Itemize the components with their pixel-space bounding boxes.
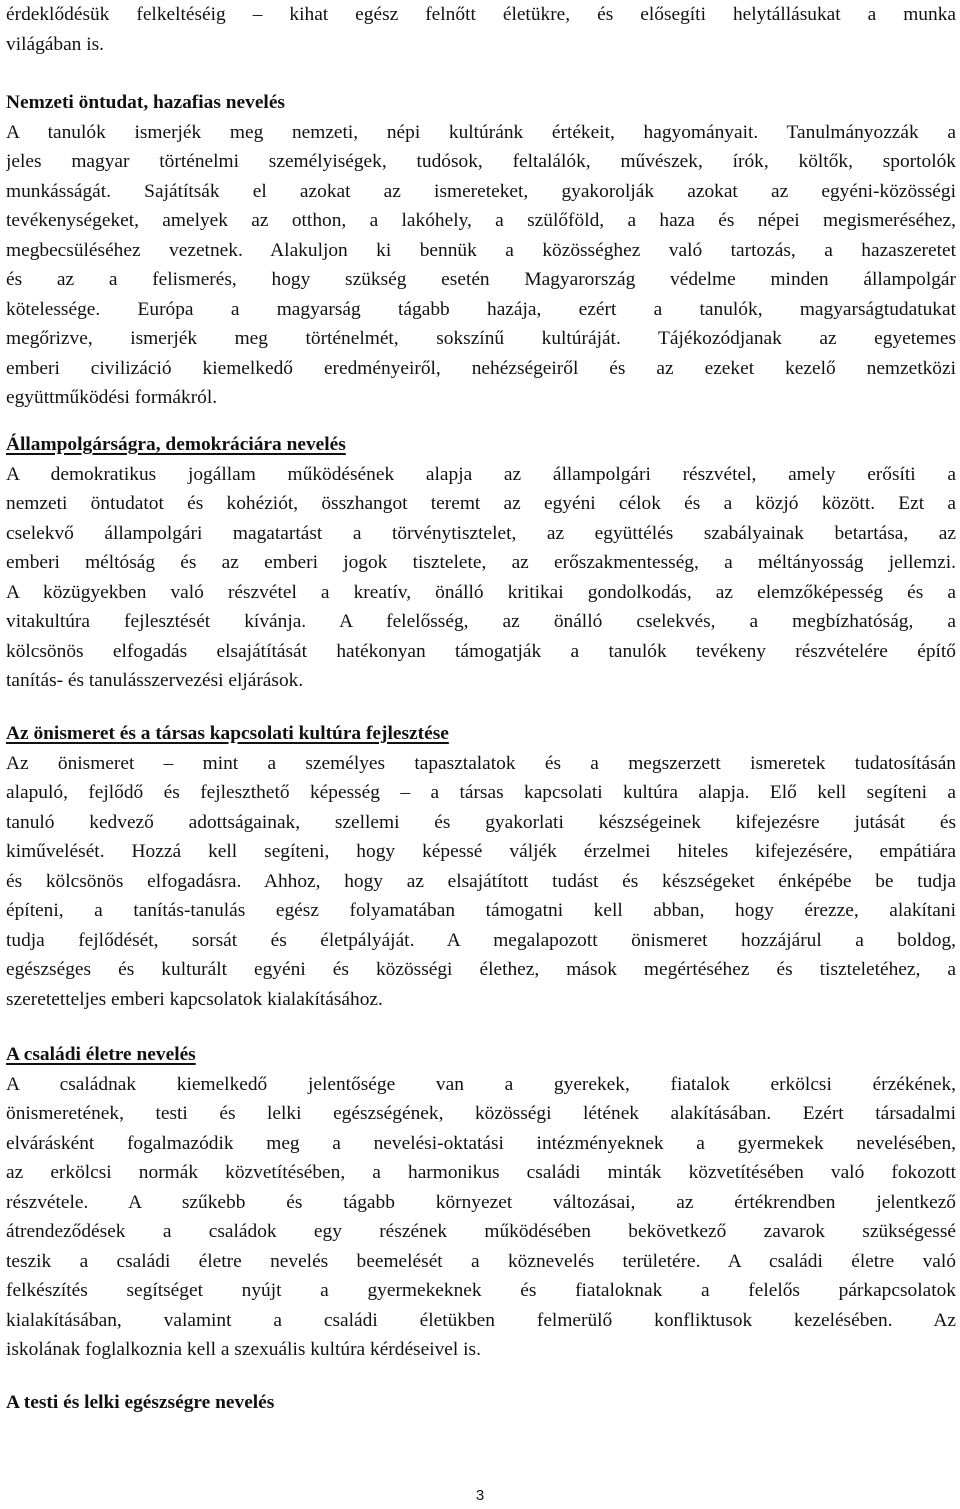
section-heading: A családi életre nevelés (6, 1044, 196, 1065)
section-citizenship (6, 430, 956, 696)
paragraph-line: nemzeti öntudatot és kohéziót, összhangot teremt az egyéni célok és a közjó között. Ezt a (6, 493, 956, 514)
paragraph-line: és az a felismerés, hogy szükség esetén Magyarország védelme minden állampolgár (6, 269, 956, 290)
paragraph-line: iskolának foglalkoznia kell a szexuális kultúra kérdéseivel is. (6, 1339, 481, 1360)
paragraph-line: tudja fejlődését, sorsát és életpályáját. A megalapozott önismeret hozzájárul a boldog, (6, 929, 956, 951)
section-heading: Az önismeret és a társas kapcsolati kultúra fejlesztése (6, 723, 449, 744)
paragraph-line: tanuló kedvező adottságainak, szellemi és gyakorlati készségeinek kifejezésre jutását és (6, 811, 956, 833)
paragraph-line: kiművelését. Hozzá kell segíteni, hogy képessé váljék érzelmei hiteles kifejezésére, empátiára (6, 841, 956, 862)
section-self-knowledge (6, 719, 956, 1014)
paragraph-line: kötelessége. Európa a magyarság tágabb hazája, ezért a tanulók, magyarságtudatukat (6, 298, 956, 320)
paragraph-line: megbecsüléséhez vezetnek. Alakuljon ki bennük a közösséghez való tartozás, a hazaszeretet (6, 239, 956, 261)
paragraph-line: emberi méltóság és az emberi jogok tisztelete, az erőszakmentesség, a méltányosság jellemzi. (6, 552, 956, 573)
paragraph-line: átrendeződések a családok egy részének működésében bekövetkező zavarok szükségessé (6, 1221, 956, 1242)
paragraph-line: elvárásként fogalmazódik meg a nevelési-oktatási intézményeknek a gyermekek nevelésében, (6, 1132, 956, 1154)
paragraph-line: világában is. (6, 33, 105, 55)
paragraph-line: részvétele. A szűkebb és tágabb környezet változásai, az értékrendben jelentkező (6, 1191, 956, 1213)
paragraph-line: kialakításában, valamint a családi életükben felmerülő konfliktusok kezelésében. Az (6, 1309, 956, 1331)
paragraph-line: alapuló, fejlődő és fejleszthető képesség – a társas kapcsolati kultúra alapja. Elő kell segíteni a (6, 782, 956, 803)
paragraph-line: A családnak kiemelkedő jelentősége van a gyerekek, fiatalok erkölcsi érzékének, (6, 1073, 956, 1095)
paragraph-line: jeles magyar történelmi személyiségek, tudósok, feltalálók, művészek, írók, költők, sportolók (6, 151, 956, 172)
section-heading: Nemzeti öntudat, hazafias nevelés (6, 92, 285, 113)
paragraph-line: tevékenységeket, amelyek az otthon, a lakóhely, a szülőföld, a haza és népei megismeréséhez, (6, 210, 956, 231)
paragraph-line: egészséges és kulturált egyéni és közösségi élethez, mások megértéséhez és tiszteletéhez, a (6, 959, 956, 980)
section-national-identity (6, 88, 956, 413)
paragraph-line: önismeretének, testi és lelki egészségének, közösségi létének alakításában. Ezért társadalmi (6, 1103, 956, 1124)
paragraph-line: kölcsönös elfogadás elsajátítását hatékonyan támogatják a tanulók tevékeny részvételére építő (6, 640, 956, 662)
paragraph-line: vitakultúra fejlesztését kívánja. A felelősség, az önálló cselekvés, a megbízhatóság, a (6, 611, 956, 632)
paragraph-line: tanítás- és tanulásszervezési eljárások. (6, 670, 304, 691)
paragraph-line: szeretetteljes emberi kapcsolatok kialakításához. (6, 988, 383, 1010)
paragraph-line: Az önismeret – mint a személyes tapasztalatok és a megszerzett ismeretek tudatosításán (6, 752, 956, 774)
section-health (6, 1388, 956, 1418)
paragraph-line: teszik a családi életre nevelés beemelését a köznevelés területére. A családi életre való (6, 1250, 956, 1272)
section-heading: A testi és lelki egészségre nevelés (6, 1392, 275, 1413)
paragraph-line: az erkölcsi normák közvetítésében, a harmonikus családi minták közvetítésében való fokozott (6, 1162, 956, 1183)
intro-paragraph (6, 0, 956, 59)
paragraph-line: megőrizve, ismerjék meg történelmét, sokszínű kultúráját. Tájékozódjanak az egyetemes (6, 328, 956, 349)
paragraph-line: cselekvő állampolgári magatartást a törvénytisztelet, az együttélés szabályainak betartása, az (6, 522, 956, 544)
paragraph-line: érdeklődésük felkeltéséig – kihat egész felnőtt életükre, és elősegíti helytállásukat a munka (6, 4, 956, 25)
section-heading: Állampolgárságra, demokráciára nevelés (6, 434, 346, 455)
section-family-life (6, 1040, 956, 1365)
paragraph-line: A tanulók ismerjék meg nemzeti, népi kultúránk értékeit, hagyományait. Tanulmányozzák a (6, 121, 956, 143)
paragraph-line: A közügyekben való részvétel a kreatív, önálló kritikai gondolkodás, az elemzőképesség és a (6, 581, 956, 603)
paragraph-line: A demokratikus jogállam működésének alapja az állampolgári részvétel, amely erősíti a (6, 463, 956, 485)
paragraph-line: építeni, a tanítás-tanulás egész folyamatában támogatni kell abban, hogy érezze, alakítani (6, 900, 956, 921)
page-number: 3 (475, 1487, 485, 1504)
paragraph-line: munkásságát. Sajátítsák el azokat az ismereteket, gyakorolják azokat az egyéni-közösségi (6, 180, 956, 202)
paragraph-line: együttműködési formákról. (6, 387, 218, 408)
paragraph-line: felkészítés segítséget nyújt a gyermekeknek és fiataloknak a felelős párkapcsolatok (6, 1280, 956, 1301)
paragraph-line: és kölcsönös elfogadásra. Ahhoz, hogy az elsajátított tudást és készségeket énképébe be tudja (6, 870, 956, 892)
paragraph-line: emberi civilizáció kiemelkedő eredményeiről, nehézségeiről és az ezeket kezelő nemzetközi (6, 357, 956, 379)
